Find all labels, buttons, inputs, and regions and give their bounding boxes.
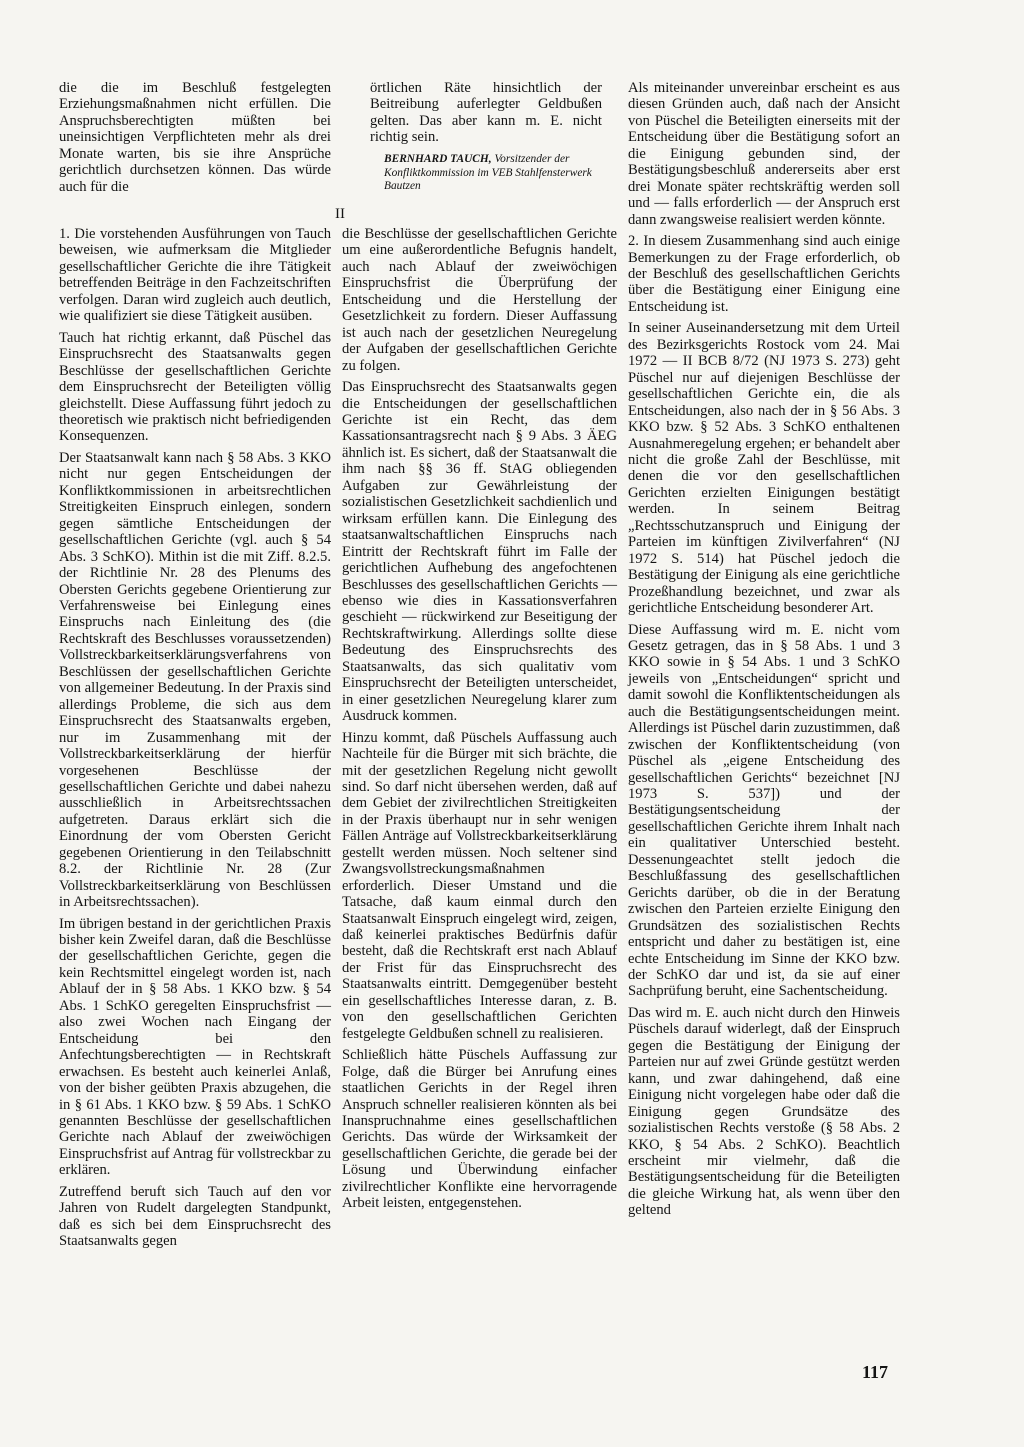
- paragraph: In seiner Auseinandersetzung mit dem Urteil des Bezirksgerichts Rostock vom 24. Mai 1972 — II BCB 8/72 (NJ 1973 S. 273) geht Püschel nur auf diejenigen Beschlüsse der gesellschaftlichen Gerichte ein, die als Entscheidungen, also nach der in § 56 Abs. 3 KKO bzw. § 52 Abs. 3 SchKO enthaltenen Ausnahmeregelung ergehen; er behandelt aber nicht die große Zahl der Beschlüsse, mit denen die vor den gesellschaftlichen Gerichten erzielten Einigungen bestätigt werden. In seinem Beitrag „Rechtsschutzanspruch und Einigung der Parteien im künftigen Zivilverfahren“ (NJ 1972 S. 514) hat Püschel jedoch die Bestätigung der Einigung als eine gerichtliche Prozeßhandlung bezeichnet, und zwar als gerichtliche Entscheidung besonderer Art.: [628, 320, 900, 617]
- paragraph: örtlichen Räte hinsichtlich der Beitreibung auferlegter Geldbußen gelten. Das aber kann m. E. nicht richtig sein.: [370, 80, 602, 146]
- paragraph: 2. In diesem Zusammenhang sind auch einige Bemerkungen zu der Frage erforderlich, ob der Beschluß des gesellschaftlichen Gerichts über die Bestätigung einer Einigung eine Entscheidung ist.: [628, 233, 900, 315]
- signature-name: BERNHARD TAUCH,: [384, 153, 492, 165]
- author-signature: [384, 153, 604, 194]
- paragraph: die die im Beschluß festgelegten Erziehungsmaßnahmen nicht erfüllen. Die Anspruchsberechtigten müßten bei uneinsichtigen Verpflichteten mehr als drei Monate warten, bis sie ihre Ansprüche gerichtlich durchsetzen können. Das würde auch für die: [59, 80, 331, 195]
- paragraph: Hinzu kommt, daß Püschels Auffassung auch Nachteile für die Bürger mit sich brächte, die mit der gesetzlichen Regelung nicht gewollt sind. So darf nicht übersehen werden, daß auf dem Gebiet der zivilrechtlichen Streitigkeiten in der Praxis überhaupt nur in sehr wenigen Fällen Anträge auf Vollstreckbarkeitserklärung gestellt werden müssen. Noch seltener sind Zwangsvollstreckungsmaßnahmen erforderlich. Dieser Umstand und die Tatsache, daß kaum einmal durch den Staatsanwalt Einspruch eingelegt wird, zeigen, daß keinerlei praktisches Bedürfnis dafür besteht, daß die Rechtskraft erst nach Ablauf der Frist für das Einspruchsrecht des Staatsanwalts eintritt. Demgegenüber besteht ein gesellschaftliches Interesse daran, z. B. von den gesellschaftlichen Gerichten festgelegte Geldbußen schnell zu realisieren.: [342, 729, 617, 1042]
- column-1: [59, 226, 331, 1250]
- paragraph: Das wird m. E. auch nicht durch den Hinweis Püschels darauf widerlegt, daß der Einspruch gegen die Bestätigung der Einigung der Parteien nur auf zwei Gründe gestützt werden kann, und zwar dahingehend, daß eine Einigung nicht vorgelegen habe oder daß die Einigung gegen Grundsätze des sozialistischen Rechts verstoße (§ 58 Abs. 2 KKO, § 54 Abs. 2 SchKO). Beachtlich erscheint mir vielmehr, daß die Bestätigungsentscheidung für die Beteiligten die gleiche Wirkung hat, als wenn über den geltend: [628, 1004, 900, 1219]
- paragraph: 1. Die vorstehenden Ausführungen von Tauch beweisen, wie aufmerksam die Mitglieder gesellschaftlicher Gerichte die ihre Tätigkeit betreffenden Beiträge in den Fachzeitschriften verfolgen. Daran wird zugleich auch deutlich, wie qualifiziert sie diese Tätigkeit ausüben.: [59, 226, 331, 325]
- paragraph: Im übrigen bestand in der gerichtlichen Praxis bisher kein Zweifel daran, daß die Beschlüsse der gesellschaftlichen Gerichte, gegen die kein Rechtsmittel eingelegt worden ist, nach Ablauf der in § 58 Abs. 1 KKO bzw. § 54 Abs. 1 SchKO geregelten Einspruchsfrist — also zwei Wochen nach Eingang der Entscheidung bei den Anfechtungsberechtigten — in Rechtskraft erwachsen. Es besteht auch keinerlei Anlaß, von der bisher geübten Praxis abzugehen, die in § 61 Abs. 1 KKO bzw. § 59 Abs. 1 SchKO genannten Beschlüsse der gesellschaftlichen Gerichte nach Ablauf der zweiwöchigen Einspruchsfrist auf Antrag für vollstreckbar zu erklären.: [59, 915, 331, 1179]
- column-2-top: [370, 80, 602, 146]
- column-2: [342, 226, 617, 1212]
- section-marker: II: [335, 206, 345, 222]
- paragraph: Diese Auffassung wird m. E. nicht vom Gesetz getragen, das in § 58 Abs. 1 und 3 KKO sowie in § 54 Abs. 1 und 3 SchKO jeweils von „Entscheidungen“ spricht und damit sowohl die Konfliktentscheidungen als auch die Bestätigungsentscheidungen meint. Allerdings ist Püschel darin zuzustimmen, daß zwischen der Konfliktentscheidung (von Püschel als „eigene Entscheidung des gesellschaftlichen Gerichts“ bezeichnet [NJ 1973 S. 537]) und der Bestätigungsentscheidung der gesellschaftlichen Gerichte ihrem Inhalt nach ein qualitativer Unterschied besteht. Dessenungeachtet stellt jedoch die Beschlußfassung des gesellschaftlichen Gerichts darüber, ob die in der Beratung zwischen den Parteien erzielte Einigung den Grundsätzen des sozialistischen Rechts entspricht und daher zu bestätigen ist, eine echte Entscheidung im Sinne der KKO bzw. der SchKO dar und ist, da sie auf einer Sachprüfung beruht, eine Sachentscheidung.: [628, 621, 900, 1000]
- page-number: 117: [861, 1362, 888, 1382]
- column-1-top: [59, 80, 331, 195]
- paragraph: Als miteinander unvereinbar erscheint es aus diesen Gründen auch, daß nach der Ansicht von Püschel die Beteiligten einerseits mit der Entscheidung über die Bestätigung sofort an die Einigung gebunden sind, der Bestätigungsbeschluß andererseits aber erst drei Monate später rechtskräftig werden soll und — falls erforderlich — der Anspruch erst dann zwangsweise realisiert werden könnte.: [628, 80, 900, 228]
- paragraph: Schließlich hätte Püschels Auffassung zur Folge, daß die Bürger bei Anrufung eines staatlichen Gerichts in der Regel ihren Anspruch schneller realisieren könnten als bei Inanspruchnahme eines gesellschaftlichen Gerichts. Das würde der Wirksamkeit der gesellschaftlichen Gerichte, die gerade bei der Lösung und Überwindung einfacher zivilrechtlicher Konflikte eine hervorragende Arbeit leisten, entgegenstehen.: [342, 1047, 617, 1212]
- paragraph: Der Staatsanwalt kann nach § 58 Abs. 3 KKO nicht nur gegen Entscheidungen der Konfliktkommissionen in arbeitsrechtlichen Streitigkeiten Einspruch einlegen, sondern gegen sämtliche Entscheidungen der gesellschaftlichen Gerichte (vgl. auch § 54 Abs. 3 SchKO). Mithin ist die mit Ziff. 8.2.5. der Richtlinie Nr. 28 des Plenums des Obersten Gerichts gegebene Orientierung zur Verfahrensweise bei Einlegung eines Einspruchs nach Einleitung des (die Rechtskraft des Beschlusses voraussetzenden) Vollstreckbarkeitserklärungsverfahrens von Beschlüssen der gesellschaftlichen Gerichte von allgemeiner Bedeutung. In der Praxis sind allerdings Probleme, die sich aus dem Einspruchsrecht des Staatsanwalts ergeben, nur im Zusammenhang mit der Vollstreckbarkeitserklärung der hierfür vorgesehenen Beschlüsse der gesellschaftlichen Gerichte und dabei nahezu ausschließlich in Arbeitsrechtssachen aufgetreten. Daraus erklärt sich die Einordnung der vom Obersten Gericht gegebenen Orientierung in den Teilabschnitt 8.2. der Richtlinie Nr. 28 (Zur Vollstreckbarkeitserklärung von Beschlüssen in Arbeitsrechtssachen).: [59, 449, 331, 911]
- paragraph: die Beschlüsse der gesellschaftlichen Gerichte um eine außerordentliche Befugnis handelt, auch nach Ablauf der zweiwöchigen Einspruchsfrist die Überprüfung der Entscheidung und die Herstellung der Gesetzlichkeit zu fordern. Dieser Auffassung ist auch nach der gesetzlichen Neuregelung der Aufgaben der gesellschaftlichen Gerichte zu folgen.: [342, 226, 617, 374]
- paragraph: Zutreffend beruft sich Tauch auf den vor Jahren von Rudelt dargelegten Standpunkt, daß es sich bei dem Einspruchsrecht des Staatsanwalts gegen: [59, 1183, 331, 1250]
- paragraph: Das Einspruchsrecht des Staatsanwalts gegen die Entscheidungen der gesellschaftlichen Gerichte ist ein Recht, das dem Kassationsantragsrecht nach § 9 Abs. 3 ÄEG ähnlich ist. Es sichert, daß der Staatsanwalt die ihm nach §§ 36 ff. StAG obliegenden Aufgaben zur Gewährleistung der sozialistischen Gesetzlichkeit sachdienlich und wirksam erfüllen kann. Die Einlegung des staatsanwaltschaftlichen Einspruchs nach Eintritt der Rechtskraft führt im Falle der gerichtlichen Aufhebung des angefochtenen Beschlusses des gesellschaftlichen Gerichts — ebenso wie dies in Kassationsverfahren geschieht — rückwirkend zur Beseitigung der Rechtskraftwirkung. Allerdings sollte diese Bedeutung des Einspruchsrechts des Staatsanwalts, das sich qualitativ vom Einspruchsrecht der Beteiligten unterscheidet, in einer gesetzlichen Neuregelung klarer zum Ausdruck kommen.: [342, 379, 617, 725]
- paragraph: Tauch hat richtig erkannt, daß Püschel das Einspruchsrecht des Staatsanwalts gegen Beschlüsse der gesellschaftlichen Gerichte dem Einspruchsrecht der Beteiligten völlig gleichstellt. Diese Auffassung führt jedoch zu theoretisch wie praktisch nicht befriedigenden Konsequenzen.: [59, 329, 331, 445]
- column-3: [628, 80, 900, 1219]
- signature-role: Vorsitzender der Konfliktkommission im VEB Stahlfensterwerk Bautzen: [384, 153, 592, 193]
